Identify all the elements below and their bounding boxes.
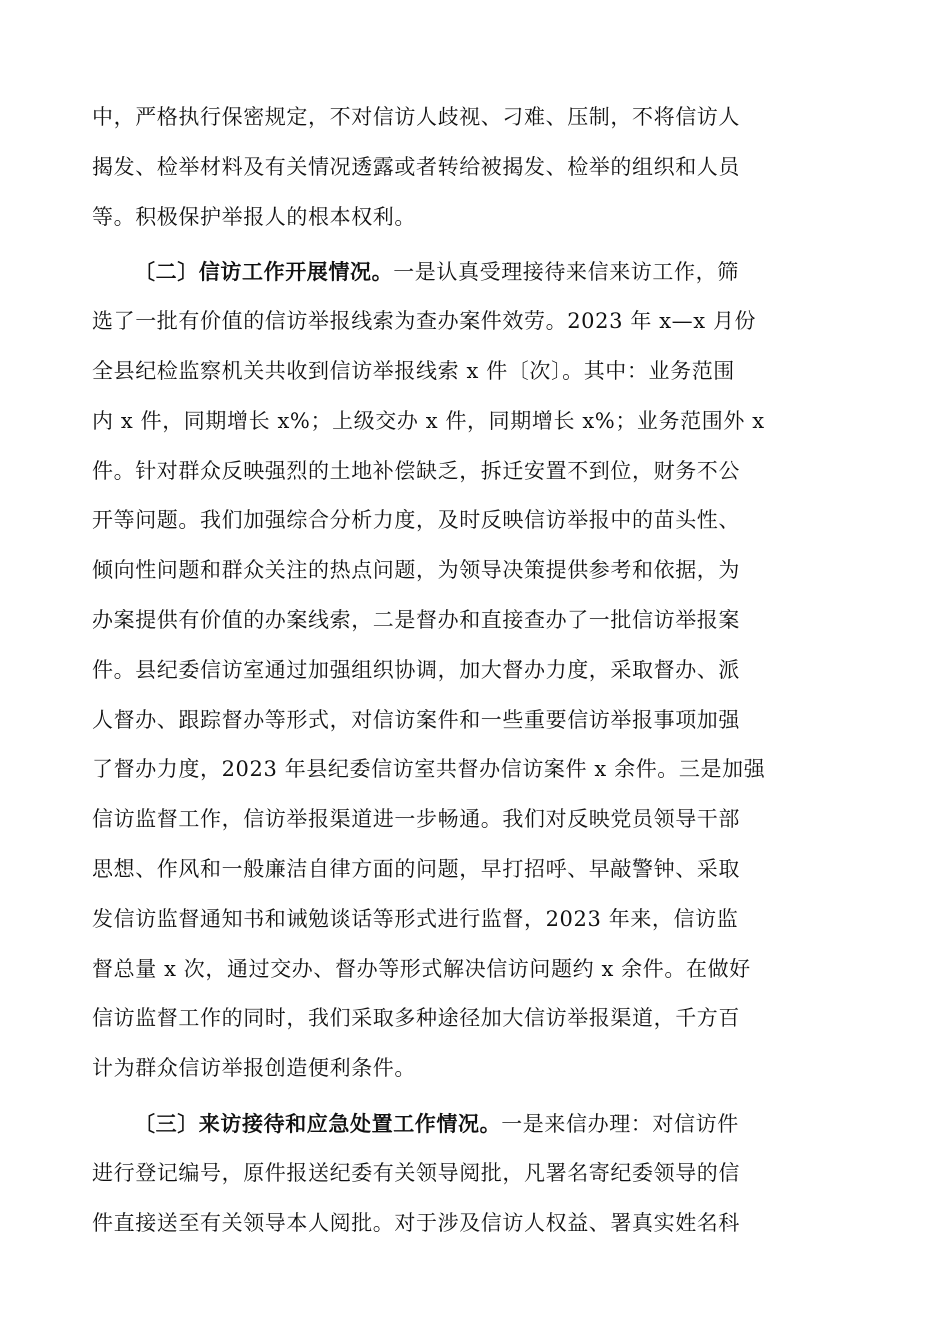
document-page (92, 93, 858, 1248)
text-line: 计为群众信访举报创造便利条件。 (92, 1056, 416, 1081)
text-line: 督总量 x 次，通过交办、督办等形式解决信访问题约 x 余件。在做好 (92, 956, 751, 981)
section-heading-3: 〔三〕来访接待和应急处置工作情况。 (134, 1110, 502, 1136)
text-line: 进行登记编号，原件报送纪委有关领导阅批，凡署名寄纪委领导的信 (92, 1160, 740, 1185)
text-line: 信访监督工作，信访举报渠道进一步畅通。我们对反映党员领导干部 (92, 807, 740, 832)
paragraph-2 (92, 247, 858, 1094)
text-line: 发信访监督通知书和诫勉谈话等形式进行监督，2023 年来，信访监 (92, 906, 739, 931)
text-line: 开等问题。我们加强综合分析力度，及时反映信访举报中的苗头性、 (92, 508, 740, 533)
text-line: 倾向性问题和群众关注的热点问题，为领导决策提供参考和依据，为 (92, 558, 740, 583)
text-line: 件直接送至有关领导本人阅批。对于涉及信访人权益、署真实姓名科 (92, 1210, 740, 1235)
text-line: 内 x 件，同期增长 x%；上级交办 x 件，同期增长 x%；业务范围外 x (92, 408, 765, 433)
paragraph-3 (92, 1099, 858, 1248)
text-line: 全县纪检监察机关共收到信访举报线索 x 件〔次〕。其中：业务范围 (92, 358, 735, 383)
paragraph-first-line (92, 247, 858, 297)
text-line: 件。县纪委信访室通过加强组织协调，加大督办力度，采取督办、派 (92, 657, 740, 682)
text-run: 一是认真受理接待来信来访工作，筛 (393, 260, 739, 285)
text-line: 办案提供有价值的办案线索，二是督办和直接查办了一批信访举报案 (92, 607, 740, 632)
text-line: 了督办力度，2023 年县纪委信访室共督办信访案件 x 余件。三是加强 (92, 757, 766, 782)
text-line: 揭发、检举材料及有关情况透露或者转给被揭发、检举的组织和人员 (92, 154, 740, 179)
text-line: 中，严格执行保密规定，不对信访人歧视、刁难、压制，不将信访人 (92, 105, 740, 129)
text-run: 一是来信办理：对信访件 (501, 1111, 739, 1136)
text-line: 人督办、跟踪督办等形式，对信访案件和一些重要信访举报事项加强 (92, 707, 740, 732)
paragraph-1 (92, 93, 858, 242)
text-line: 思想、作风和一般廉洁自律方面的问题，早打招呼、早敲警钟、采取 (92, 856, 740, 881)
section-heading-2: 〔二〕信访工作开展情况。 (134, 259, 394, 285)
text-line: 等。积极保护举报人的根本权利。 (92, 204, 416, 229)
paragraph-first-line (92, 1099, 858, 1149)
text-line: 选了一批有价值的信访举报线索为查办案件效劳。2023 年 x—x 月份 (92, 309, 757, 334)
text-line: 件。针对群众反映强烈的土地补偿缺乏，拆迁安置不到位，财务不公 (92, 458, 740, 483)
text-line: 信访监督工作的同时，我们采取多种途径加大信访举报渠道，千方百 (92, 1006, 740, 1031)
